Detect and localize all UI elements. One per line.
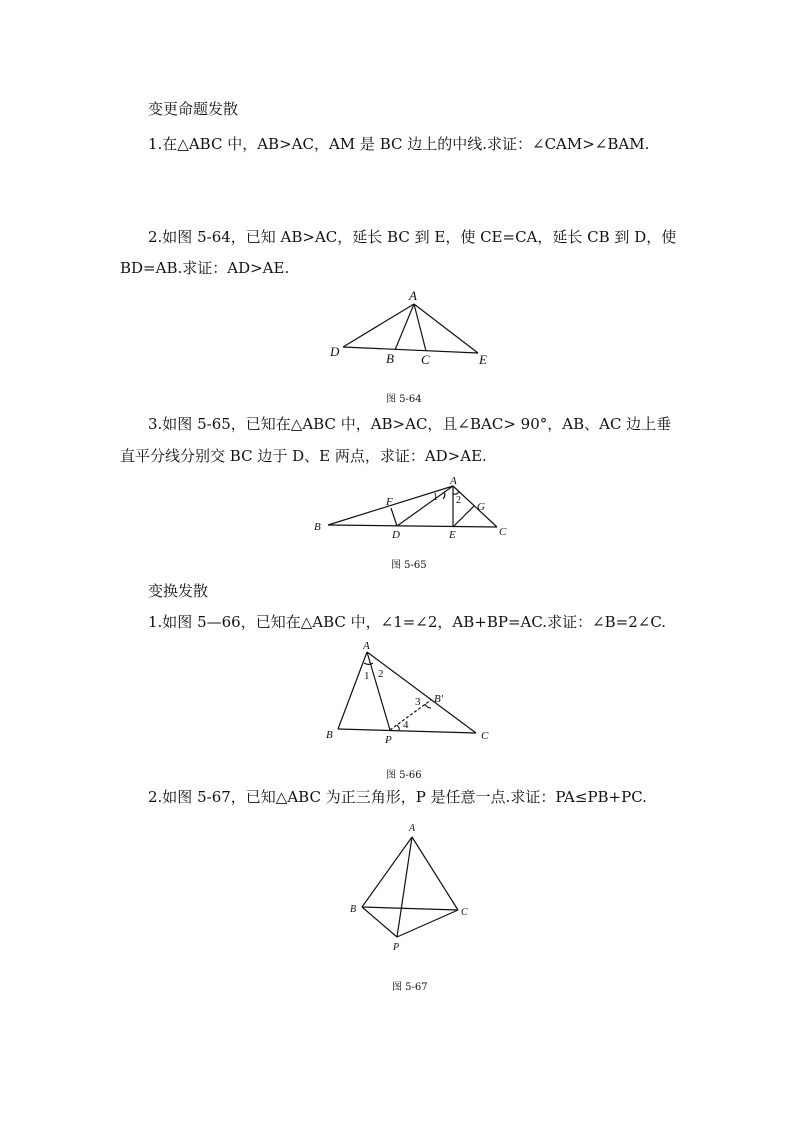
problem-2-text-line2: BD=AB.求证：AD>AE.: [120, 259, 290, 277]
fig67-caption: 图 5-67: [392, 982, 428, 993]
fig65-label-B: B: [314, 521, 321, 533]
fig67-label-A: A: [409, 823, 416, 834]
fig64-label-C: C: [421, 352, 430, 367]
fig66-caption: 图 5-66: [386, 770, 422, 781]
problem-3-text-line2: 直平分线分别交 BC 边于 D、E 两点，求证：AD>AE.: [120, 447, 487, 465]
fig64-label-E: E: [479, 352, 487, 367]
fig66-label-angle-4: 4: [403, 719, 409, 731]
fig65-label-G: G: [477, 501, 485, 513]
fig64-label-D: D: [330, 344, 340, 359]
fig67-label-B: B: [350, 904, 357, 915]
fig65-label-angle-2: 2: [456, 495, 461, 506]
fig67-label-C: C: [461, 907, 468, 918]
fig65-label-E: E: [449, 529, 456, 541]
fig65-caption: 图 5-65: [391, 560, 427, 571]
fig67-label-P: P: [393, 942, 400, 953]
fig67-line-BC: [362, 907, 458, 910]
problem-3-text-line1: 3.如图 5-65，已知在△ABC 中，AB>AC，且∠BAC> 90°，AB、AC 边上垂: [148, 415, 672, 433]
fig66-label-P: P: [385, 734, 392, 746]
fig66-label-angle-1: 1: [364, 670, 370, 682]
fig67-line-AC: [412, 837, 458, 910]
fig65-label-A: A: [450, 475, 457, 487]
section-heading-variation: 变更命题发散: [148, 100, 239, 118]
fig66-label-angle-2: 2: [378, 668, 384, 680]
fig65-label-F: F: [386, 496, 393, 508]
section-heading-transform: 变换发散: [148, 582, 209, 600]
fig66-label-angle-3: 3: [415, 696, 421, 708]
fig66-label-A: A: [363, 640, 370, 652]
fig67-line-CP: [397, 910, 458, 937]
problem-2-text-line1: 2.如图 5-64，已知 AB>AC，延长 BC 到 E，使 CE=CA，延长 CB 到 D，使: [148, 228, 677, 246]
fig65-label-C: C: [499, 526, 507, 538]
problem-1-text: 1.在△ABC 中，AB>AC，AM 是 BC 边上的中线.求证：∠CAM>∠BAM.: [148, 135, 650, 153]
fig67-line-BP: [362, 907, 397, 937]
fig66-label-C: C: [481, 730, 489, 742]
fig65-label-angle-1: 1: [433, 492, 438, 503]
fig66-label-Bprime: B′: [434, 693, 444, 705]
problem-4-text: 1.如图 5—66，已知在△ABC 中，∠1=∠2，AB+BP=AC.求证：∠B=2∠C.: [148, 613, 667, 631]
fig64-label-B: B: [386, 351, 394, 366]
fig67-line-AB: [362, 837, 412, 907]
fig64-caption: 图 5-64: [386, 394, 422, 405]
problem-5-text: 2.如图 5-67，已知△ABC 为正三角形，P 是任意一点.求证：PA≤PB+PC.: [148, 788, 647, 806]
fig66-label-B: B: [326, 729, 333, 741]
fig65-label-D: D: [392, 529, 400, 541]
fig64-label-A: A: [409, 288, 417, 303]
fig67-line-AP: [397, 837, 412, 937]
